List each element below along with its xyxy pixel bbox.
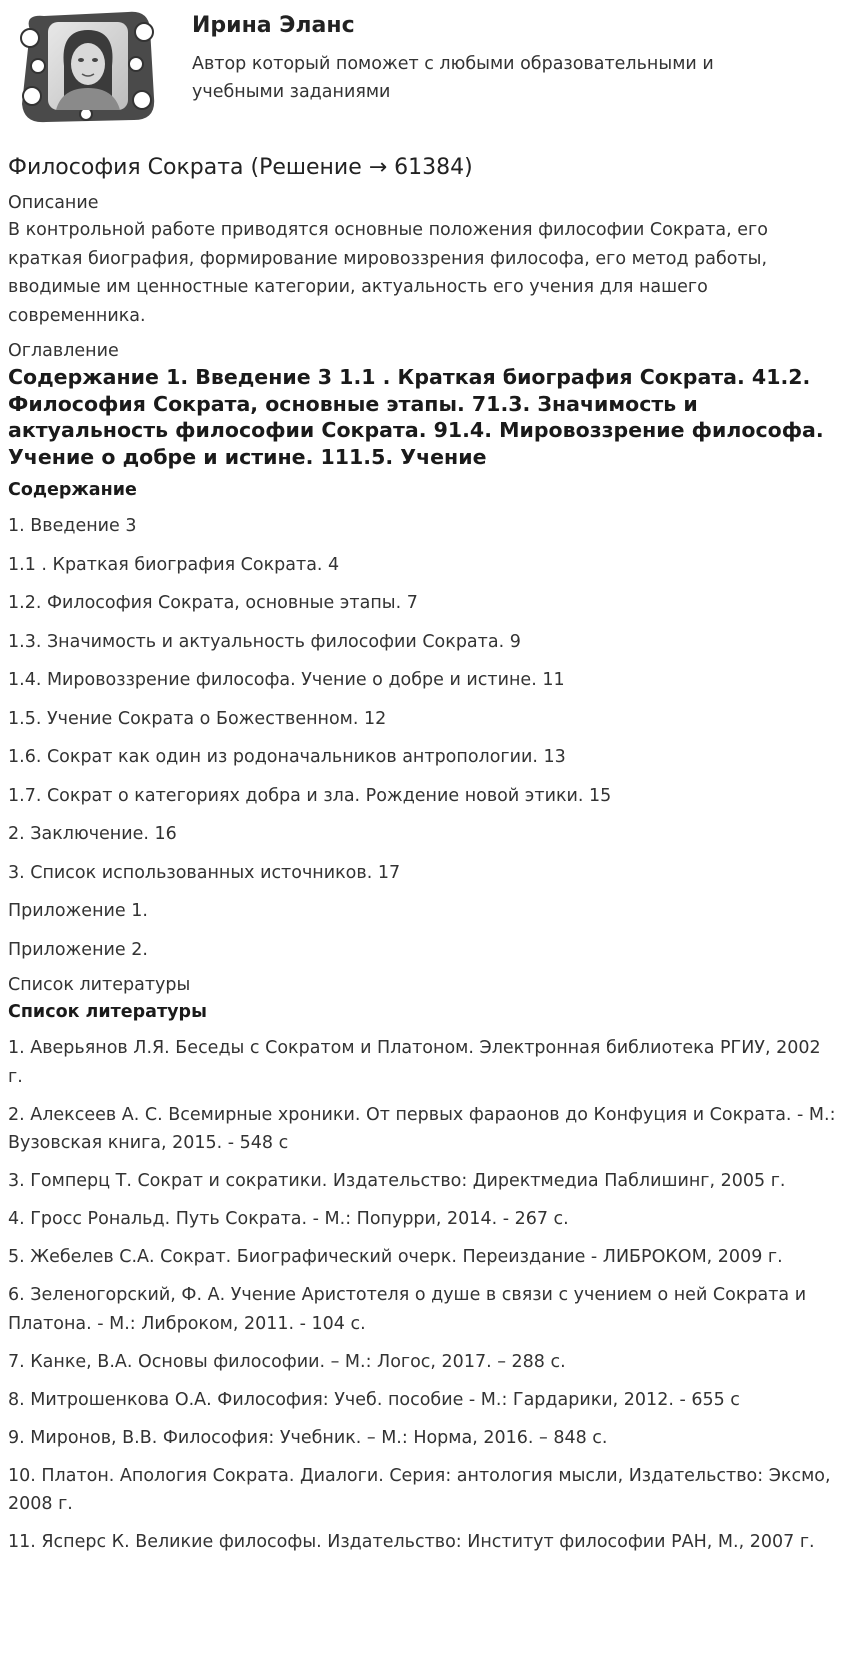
author-avatar[interactable] [16, 8, 158, 126]
literature-item: 6. Зеленогорский, Ф. А. Учение Аристотеля о душе в связи с учением о ней Сократа и Платона. - М.: Либроком, 2011. - 104 с. [8, 1285, 807, 1334]
toc-item: 1.2. Философия Сократа, основные этапы. 7 [8, 593, 418, 613]
literature-item: 8. Митрошенкова О.А. Философия: Учеб. пособие - М.: Гардарики, 2012. - 655 с [8, 1389, 740, 1410]
literature-item: 10. Платон. Апология Сократа. Диалоги. Серия: антология мысли, Издательство: Эксмо, 2008 г. [8, 1465, 831, 1514]
toc-item: Приложение 2. [8, 939, 148, 960]
literature-item: 1. Аверьянов Л.Я. Беседы с Сократом и Платоном. Электронная библиотека РГИУ, 2002 г. [8, 1038, 821, 1087]
toc-item: 1. Введение 3 [8, 516, 137, 536]
toc-item: 1.1 . Краткая биография Сократа. 4 [8, 554, 340, 575]
literature-item: 11. Ясперс К. Великие философы. Издательство: Институт философии РАН, М., 2007 г. [8, 1532, 815, 1552]
toc-item: 1.5. Учение Сократа о Божественном. 12 [8, 708, 387, 729]
toc-heading: Содержание [8, 480, 137, 500]
toc-item: 3. Список использованных источников. 17 [8, 862, 401, 883]
literature-label: Список литературы [8, 975, 191, 995]
toc-item: 1.7. Сократ о категориях добра и зла. Рождение новой этики. 15 [8, 785, 612, 806]
literature-item: 5. Жебелев С.А. Сократ. Биографический очерк. Переиздание - ЛИБРОКОМ, 2009 г. [8, 1247, 783, 1267]
literature-item: 4. Гросс Рональд. Путь Сократа. - М.: Попурри, 2014. - 267 с. [8, 1209, 569, 1229]
toc-label: Оглавление [8, 341, 119, 361]
author-name[interactable]: Ирина Эланс [192, 13, 355, 38]
toc-item: 2. Заключение. 16 [8, 824, 177, 844]
literature-section [8, 972, 839, 1557]
toc-list [8, 512, 839, 964]
literature-item: 9. Миронов, В.В. Философия: Учебник. – М.: Норма, 2016. – 848 с. [8, 1427, 608, 1448]
toc-item: 1.4. Мировоззрение философа. Учение о добре и истине. 11 [8, 670, 565, 690]
toc-item: 1.3. Значимость и актуальность философии Сократа. 9 [8, 631, 521, 652]
toc-item: 1.6. Сократ как один из родоначальников антропологии. 13 [8, 747, 566, 767]
description-section [8, 190, 839, 330]
author-header [8, 0, 839, 140]
toc-summary: Содержание 1. Введение 3 1.1 . Краткая биография Сократа. 41.2. Философия Сократа, основные этапы. 71.3. Значимость и актуальность философии Сократа. 91.4. Мировоззрение философа. Учение о добре и истине. 111.5. Учение [8, 365, 824, 469]
literature-item: 2. Алексеев А. С. Всемирные хроники. От первых фараонов до Конфуция и Сократа. - М.: Вузовская книга, 2015. - 548 с [8, 1104, 836, 1153]
literature-heading: Список литературы [8, 1002, 207, 1022]
description-text: В контрольной работе приводятся основные положения философии Сократа, его краткая биография, формирование мировоззрения философа, его метод работы, вводимые им ценностные категории, актуальность его учения для нашего современника. [8, 220, 768, 326]
literature-item: 7. Канке, В.А. Основы философии. – М.: Логос, 2017. – 288 с. [8, 1351, 566, 1372]
literature-list [8, 1034, 839, 1557]
work-title: Философия Сократа (Решение → 61384) [8, 155, 473, 180]
author-description: Автор который поможет с любыми образовательными и учебными заданиями [192, 54, 714, 102]
literature-item: 3. Гомперц Т. Сократ и сократики. Издательство: Директмедиа Паблишинг, 2005 г. [8, 1171, 786, 1191]
description-label: Описание [8, 193, 99, 213]
toc-section [8, 338, 839, 964]
toc-item: Приложение 1. [8, 901, 148, 921]
